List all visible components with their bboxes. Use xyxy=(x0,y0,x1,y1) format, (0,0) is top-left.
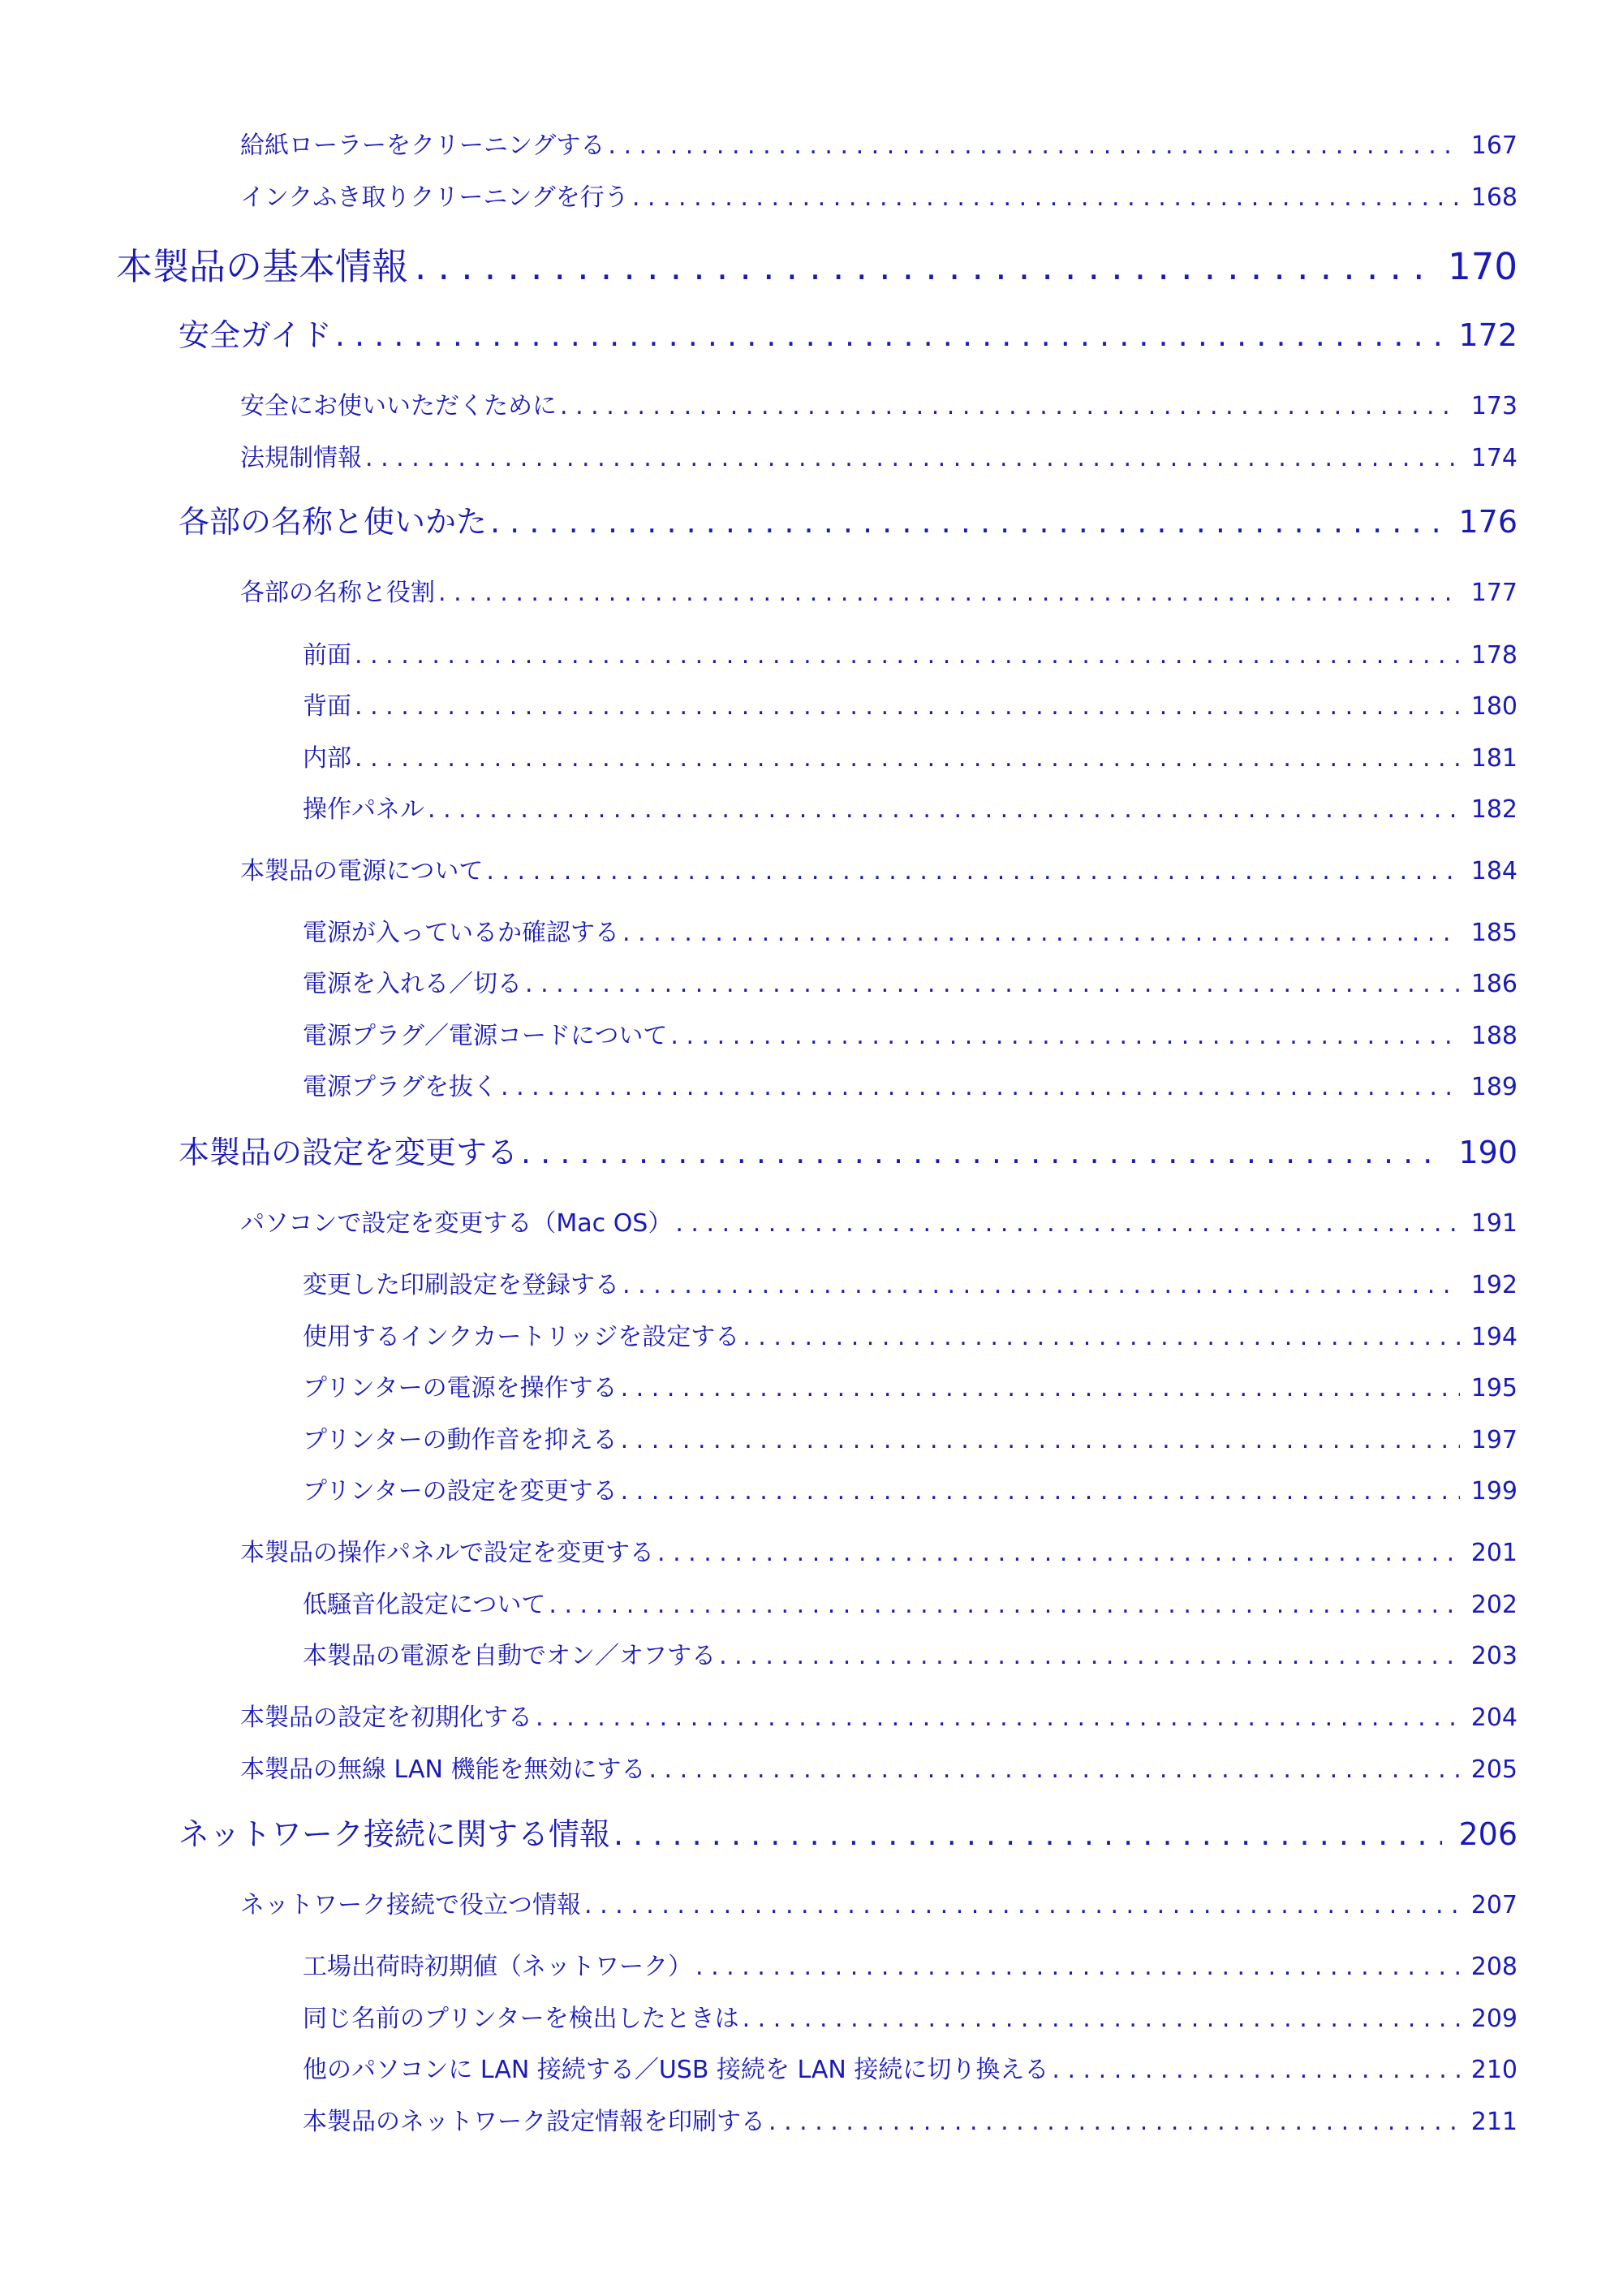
toc-entry-level-2[interactable] xyxy=(179,497,1518,539)
toc-entry-page-number: 206 xyxy=(1458,1816,1518,1852)
toc-entry-level-4[interactable] xyxy=(303,912,1518,946)
toc-entry-page-number: 189 xyxy=(1470,1073,1518,1101)
dot-leader xyxy=(536,1704,1460,1732)
toc-entry-page-number: 203 xyxy=(1470,1642,1518,1670)
toc-entry-page-number: 190 xyxy=(1458,1135,1518,1170)
toc-entry-page-number: 180 xyxy=(1470,692,1518,721)
toc-entry-level-4[interactable] xyxy=(303,1066,1518,1101)
dot-leader xyxy=(657,1539,1460,1567)
toc-entry-title: 本製品の設定を変更する xyxy=(179,1135,519,1170)
dot-leader xyxy=(486,857,1459,885)
toc-entry-page-number: 209 xyxy=(1470,2005,1518,2033)
toc-entry-page-number: 211 xyxy=(1470,2108,1518,2136)
toc-entry-level-4[interactable] xyxy=(303,1316,1518,1350)
dot-leader xyxy=(501,1073,1460,1101)
toc-entry-level-3[interactable] xyxy=(240,437,1518,472)
dot-leader xyxy=(608,131,1459,160)
toc-entry-page-number: 185 xyxy=(1470,919,1518,947)
dot-leader xyxy=(621,1477,1460,1506)
toc-entry-level-3[interactable] xyxy=(240,1885,1518,1919)
toc-entry-title: 前面 xyxy=(303,641,351,670)
toc-entry-title: 使用するインクカートリッジを設定する xyxy=(303,1323,740,1351)
toc-entry-title: 本製品の電源を自動でオン／オフする xyxy=(303,1642,717,1670)
toc-entry-page-number: 197 xyxy=(1470,1426,1518,1454)
toc-entry-title: 電源プラグ／電源コードについて xyxy=(303,1022,668,1050)
toc-entry-page-number: 184 xyxy=(1470,857,1518,885)
toc-entry-level-4[interactable] xyxy=(303,738,1518,772)
toc-entry-page-number: 210 xyxy=(1470,2056,1518,2084)
dot-leader xyxy=(1052,2056,1459,2084)
toc-entry-level-3[interactable] xyxy=(240,1203,1518,1237)
toc-entry-title: 他のパソコンに LAN 接続する／USB 接続を LAN 接続に切り換える xyxy=(303,2056,1049,2084)
toc-entry-level-2[interactable] xyxy=(179,310,1518,352)
toc-entry-level-4[interactable] xyxy=(303,1635,1518,1669)
toc-entry-title: プリンターの設定を変更する xyxy=(303,1477,618,1506)
toc-entry-level-3[interactable] xyxy=(240,1532,1518,1566)
dot-leader xyxy=(675,1209,1459,1238)
dot-leader xyxy=(560,392,1460,420)
toc-entry-title: 安全にお使いいただくために xyxy=(240,392,557,420)
toc-entry-title: 背面 xyxy=(303,692,351,721)
toc-entry-title: 電源が入っているか確認する xyxy=(303,919,619,947)
toc-entry-title: 本製品の操作パネルで設定を変更する xyxy=(240,1539,654,1567)
toc-entry-title: 電源プラグを抜く xyxy=(303,1073,497,1101)
toc-entry-level-3[interactable] xyxy=(240,386,1518,420)
toc-entry-title: 同じ名前のプリンターを検出したときは xyxy=(303,2005,739,2033)
toc-entry-level-4[interactable] xyxy=(303,1584,1518,1618)
toc-entry-page-number: 205 xyxy=(1470,1755,1518,1784)
toc-entry-level-4[interactable] xyxy=(303,1368,1518,1402)
toc-entry-title: 本製品の設定を初期化する xyxy=(240,1704,532,1732)
toc-entry-page-number: 168 xyxy=(1470,183,1518,212)
toc-entry-level-3[interactable] xyxy=(240,125,1518,159)
toc-entry-page-number: 188 xyxy=(1470,1022,1518,1050)
toc-entry-title: パソコンで設定を変更する（Mac OS） xyxy=(240,1209,673,1238)
dot-leader xyxy=(648,1755,1459,1784)
toc-entry-title: 給紙ローラーをクリーニングする xyxy=(240,131,605,160)
toc-entry-title: 各部の名称と使いかた xyxy=(179,504,488,540)
toc-entry-title: 本製品の基本情報 xyxy=(116,245,409,288)
toc-entry-level-3[interactable] xyxy=(240,1749,1518,1783)
dot-leader xyxy=(670,1022,1459,1050)
toc-entry-level-3[interactable] xyxy=(240,851,1518,885)
toc-entry-page-number: 176 xyxy=(1458,504,1518,540)
toc-entry-title: 低騒音化設定について xyxy=(303,1591,546,1619)
toc-entry-page-number: 172 xyxy=(1458,317,1518,353)
dot-leader xyxy=(584,1891,1460,1919)
toc-entry-title: プリンターの動作音を抑える xyxy=(303,1426,618,1454)
toc-entry-page-number: 195 xyxy=(1470,1374,1518,1402)
dot-leader xyxy=(621,1374,1460,1402)
toc-entry-page-number: 201 xyxy=(1470,1539,1518,1567)
dot-leader xyxy=(549,1591,1459,1619)
toc-entry-page-number: 170 xyxy=(1448,245,1518,288)
toc-entry-title: ネットワーク接続で役立つ情報 xyxy=(240,1891,581,1919)
dot-leader xyxy=(355,692,1460,721)
dot-leader xyxy=(355,744,1460,773)
toc-entry-page-number: 207 xyxy=(1470,1891,1518,1919)
toc-entry-page-number: 186 xyxy=(1470,970,1518,998)
toc-entry-page-number: 174 xyxy=(1470,444,1518,472)
dot-leader xyxy=(365,444,1460,472)
dot-leader xyxy=(622,1271,1460,1299)
toc-entry-level-4[interactable] xyxy=(303,2049,1518,2083)
toc-entry-title: 工場出荷時初期値（ネットワーク） xyxy=(303,1953,692,1981)
toc-entry-level-4[interactable] xyxy=(303,1946,1518,1980)
toc-entry-page-number: 208 xyxy=(1470,1953,1518,1981)
toc-entry-title: ネットワーク接続に関する情報 xyxy=(179,1816,611,1852)
dot-leader xyxy=(335,317,1443,353)
toc-entry-level-4[interactable] xyxy=(303,789,1518,823)
dot-leader xyxy=(768,2108,1460,2136)
toc-entry-page-number: 194 xyxy=(1470,1323,1518,1351)
toc-entry-title: 電源を入れる／切る xyxy=(303,970,522,998)
dot-leader xyxy=(719,1642,1460,1670)
toc-entry-page-number: 177 xyxy=(1470,579,1518,607)
dot-leader xyxy=(525,970,1460,998)
dot-leader xyxy=(415,245,1430,288)
toc-entry-page-number: 178 xyxy=(1470,641,1518,670)
toc-entry-level-3[interactable] xyxy=(240,572,1518,606)
toc-entry-title: 安全ガイド xyxy=(179,317,332,353)
toc-entry-title: 内部 xyxy=(303,744,351,773)
dot-leader xyxy=(490,504,1442,540)
toc-entry-level-1[interactable] xyxy=(116,237,1518,286)
toc-entry-page-number: 182 xyxy=(1470,795,1518,824)
dot-leader xyxy=(438,579,1460,607)
dot-leader xyxy=(743,1323,1460,1351)
dot-leader xyxy=(743,2005,1460,2033)
toc-entry-page-number: 191 xyxy=(1470,1209,1518,1238)
toc-entry-title: 変更した印刷設定を登録する xyxy=(303,1271,619,1299)
toc-entry-page-number: 173 xyxy=(1470,392,1518,420)
toc-entry-title: 操作パネル xyxy=(303,795,424,824)
dot-leader xyxy=(621,1426,1460,1454)
toc-entry-level-4[interactable] xyxy=(303,1471,1518,1505)
toc-entry-level-2[interactable] xyxy=(179,1809,1518,1851)
toc-entry-level-4[interactable] xyxy=(303,963,1518,997)
toc-entry-page-number: 202 xyxy=(1470,1591,1518,1619)
toc-entry-level-4[interactable] xyxy=(303,1998,1518,2032)
dot-leader xyxy=(622,919,1460,947)
toc-entry-level-4[interactable] xyxy=(303,1264,1518,1299)
dot-leader xyxy=(521,1135,1442,1170)
toc-entry-level-4[interactable] xyxy=(303,2101,1518,2135)
toc-entry-title: 法規制情報 xyxy=(240,444,362,472)
toc-entry-level-4[interactable] xyxy=(303,635,1518,669)
toc-entry-level-2[interactable] xyxy=(179,1127,1518,1170)
toc-entry-page-number: 181 xyxy=(1470,744,1518,773)
toc-entry-page-number: 204 xyxy=(1470,1704,1518,1732)
toc-entry-title: プリンターの電源を操作する xyxy=(303,1374,618,1402)
dot-leader xyxy=(632,183,1460,212)
toc-entry-level-3[interactable] xyxy=(240,177,1518,211)
toc-entry-level-4[interactable] xyxy=(303,1015,1518,1049)
dot-leader xyxy=(355,641,1460,670)
toc-entry-title: 各部の名称と役割 xyxy=(240,579,435,607)
toc-entry-page-number: 192 xyxy=(1470,1271,1518,1299)
toc-entry-page-number: 199 xyxy=(1470,1477,1518,1506)
toc-entry-title: インクふき取りクリーニングを行う xyxy=(240,183,629,212)
dot-leader xyxy=(695,1953,1460,1981)
toc-entry-level-4[interactable] xyxy=(303,686,1518,720)
dot-leader xyxy=(428,795,1460,824)
toc-entry-title: 本製品の無線 LAN 機能を無効にする xyxy=(240,1755,646,1784)
toc-entry-title: 本製品の電源について xyxy=(240,857,484,885)
dot-leader xyxy=(613,1816,1442,1852)
toc-entry-page-number: 167 xyxy=(1470,131,1518,160)
toc-entry-level-4[interactable] xyxy=(303,1419,1518,1454)
toc-entry-title: 本製品のネットワーク設定情報を印刷する xyxy=(303,2108,765,2136)
toc-entry-level-3[interactable] xyxy=(240,1697,1518,1731)
